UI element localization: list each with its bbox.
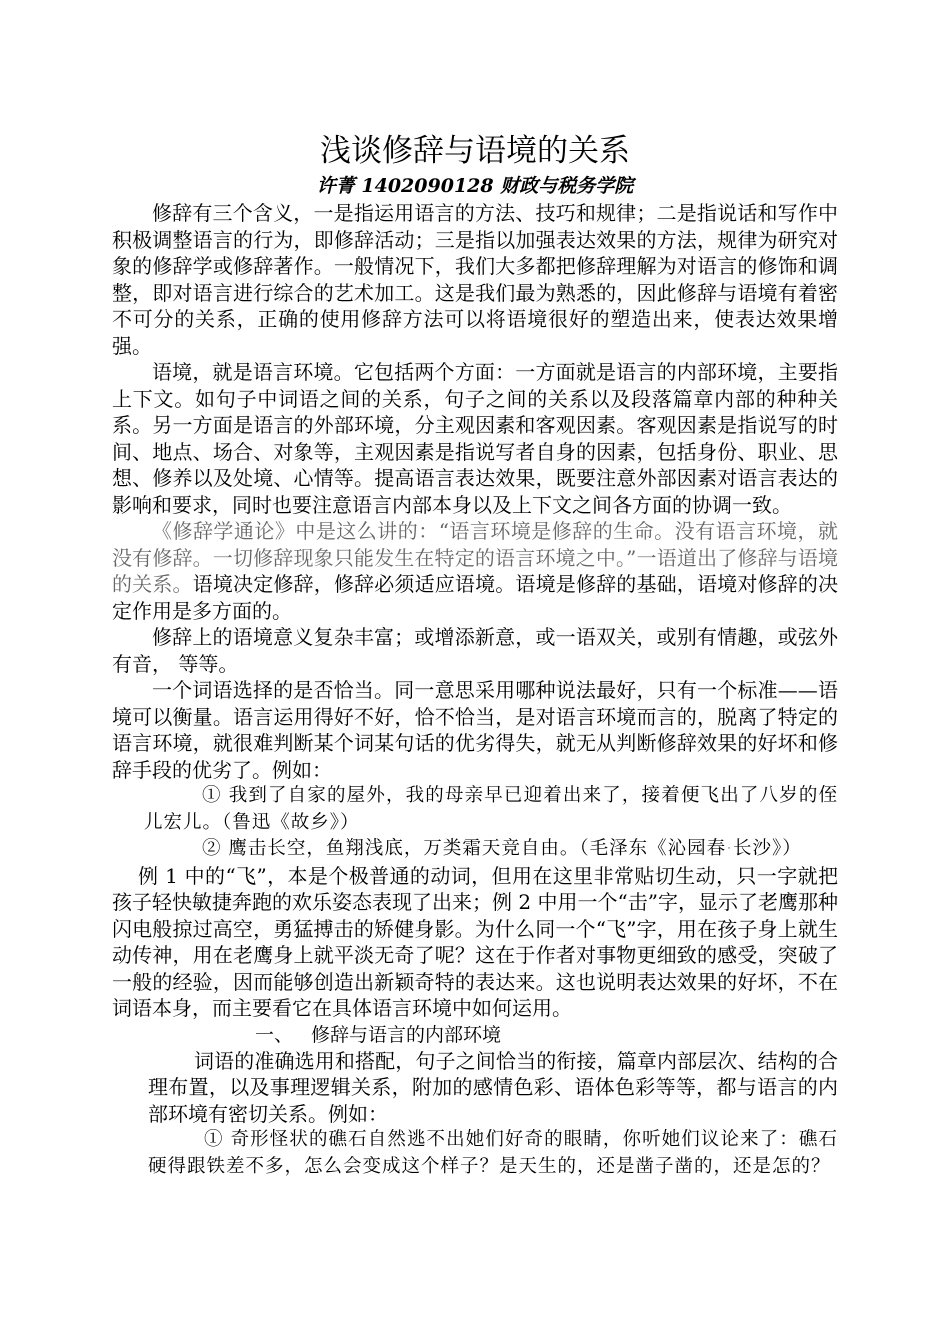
section-body: 词语的准确选用和搭配，句子之间恰当的衔接，篇章内部层次、结构的合理布置，以及事理逻辑关系，附加的感情色彩、语体色彩等等，都与语言的内部环境有密切关系。例如：: [148, 1048, 838, 1126]
paragraph-context-definition: 语境，就是语言环境。它包括两个方面：一方面就是语言的内部环境，主要指上下文。如句子中词语之间的关系，句子之间的关系以及段落篇章内部的种种关系。另一方面是语言的外部环境，分主观因素和客观因素。客观因素是指说写的时间、地点、场合、对象等，主观因素是指说写者自身的因素，包括身份、职业、思想、修养以及处境、心情等。提高语言表达效果，既要注意外部因素对语言表达的影响和要求，同时也要注意语言内部本身以及上下文之间各方面的协调一致。: [112, 360, 838, 517]
section-title: 修辞与语言的内部环境: [311, 1023, 502, 1046]
example-1: ① 我到了自家的屋外，我的母亲早已迎着出来了，接着便飞出了八岁的侄儿宏儿。（鲁迅《故乡》）: [144, 785, 838, 833]
document-page: [112, 128, 838, 1180]
author-byline: 许菁 1402090128 财政与税务学院: [316, 175, 634, 197]
section-example-1: ① 奇形怪状的礁石自然逃不出她们好奇的眼睛，你听她们议论来了：礁石硬得跟铁差不多，怎么会变成这个样子？是天生的，还是凿子凿的，还是怎的？: [148, 1129, 838, 1177]
paragraph-context-meaning: 修辞上的语境意义复杂丰富；或增添新意，或一语双关，或别有情趣，或弦外有音， 等等。: [112, 625, 838, 676]
paragraph-word-choice: 一个词语选择的是否恰当。同一意思采用哪种说法最好，只有一个标准——语境可以衡量。语言运用得好不好，恰不恰当，是对语言环境而言的，脱离了特定的语言环境，就很难判断某个词某句话的优劣得失，就无从判断修辞效果的好坏和修辞手段的优劣了。例如：: [112, 678, 838, 782]
paragraph-quote: [112, 518, 838, 624]
paragraph-analysis: 例 1 中的“飞”，本是个极普通的动词，但用在这里非常贴切生动，只一字就把孩子轻快敏捷奔跑的欢乐姿态表现了出来；例 2 中用一个“击”字，显示了老鹰那种闪电般掠过高空，勇猛搏击的矫健身影。为什么同一个“飞”字，用在孩子身上就生动传神，用在老鹰身上就平淡无奇了呢？这在于作者对事物更细致的感受，突破了一般的经验，因而能够创造出新颖奇特的表达来。这也说明表达效果的好坏，不在词语本身，而主要看它在具体语言环境中如何运用。: [112, 863, 838, 1020]
quote-conclusion: 语境决定修辞，修辞必须适应语境。语境是修辞的基础，语境对修辞的决定作用是多方面的。: [112, 572, 839, 623]
section-heading: [112, 1022, 838, 1048]
paragraph-rhetoric-definition: 修辞有三个含义，一是指运用语言的方法、技巧和规律；二是指说话和写作中积极调整语言的行为，即修辞活动；三是指以加强表达效果的方法，规律为研究对象的修辞学或修辞著作。一般情况下，我们大多都把修辞理解为对语言的修饰和调整，即对语言进行综合的艺术加工。这是我们最为熟悉的，因此修辞与语境有着密不可分的关系，正确的使用修辞方法可以将语境很好的塑造出来，使表达效果增强。: [112, 201, 838, 358]
example-2: ② 鹰击长空，鱼翔浅底，万类霜天竞自由。（毛泽东《沁园春·长沙》）: [202, 838, 802, 859]
section-number: 一、: [255, 1023, 294, 1046]
document-title: 浅谈修辞与语境的关系: [320, 133, 630, 169]
quote-text: 《修辞学通论》中是这么讲的：“语言环境是修辞的生命。没有语言环境，就没有修辞。一切修辞现象只能发生在特定的语言环境之中。”一语道出了修辞与语境的关系。: [112, 519, 838, 596]
